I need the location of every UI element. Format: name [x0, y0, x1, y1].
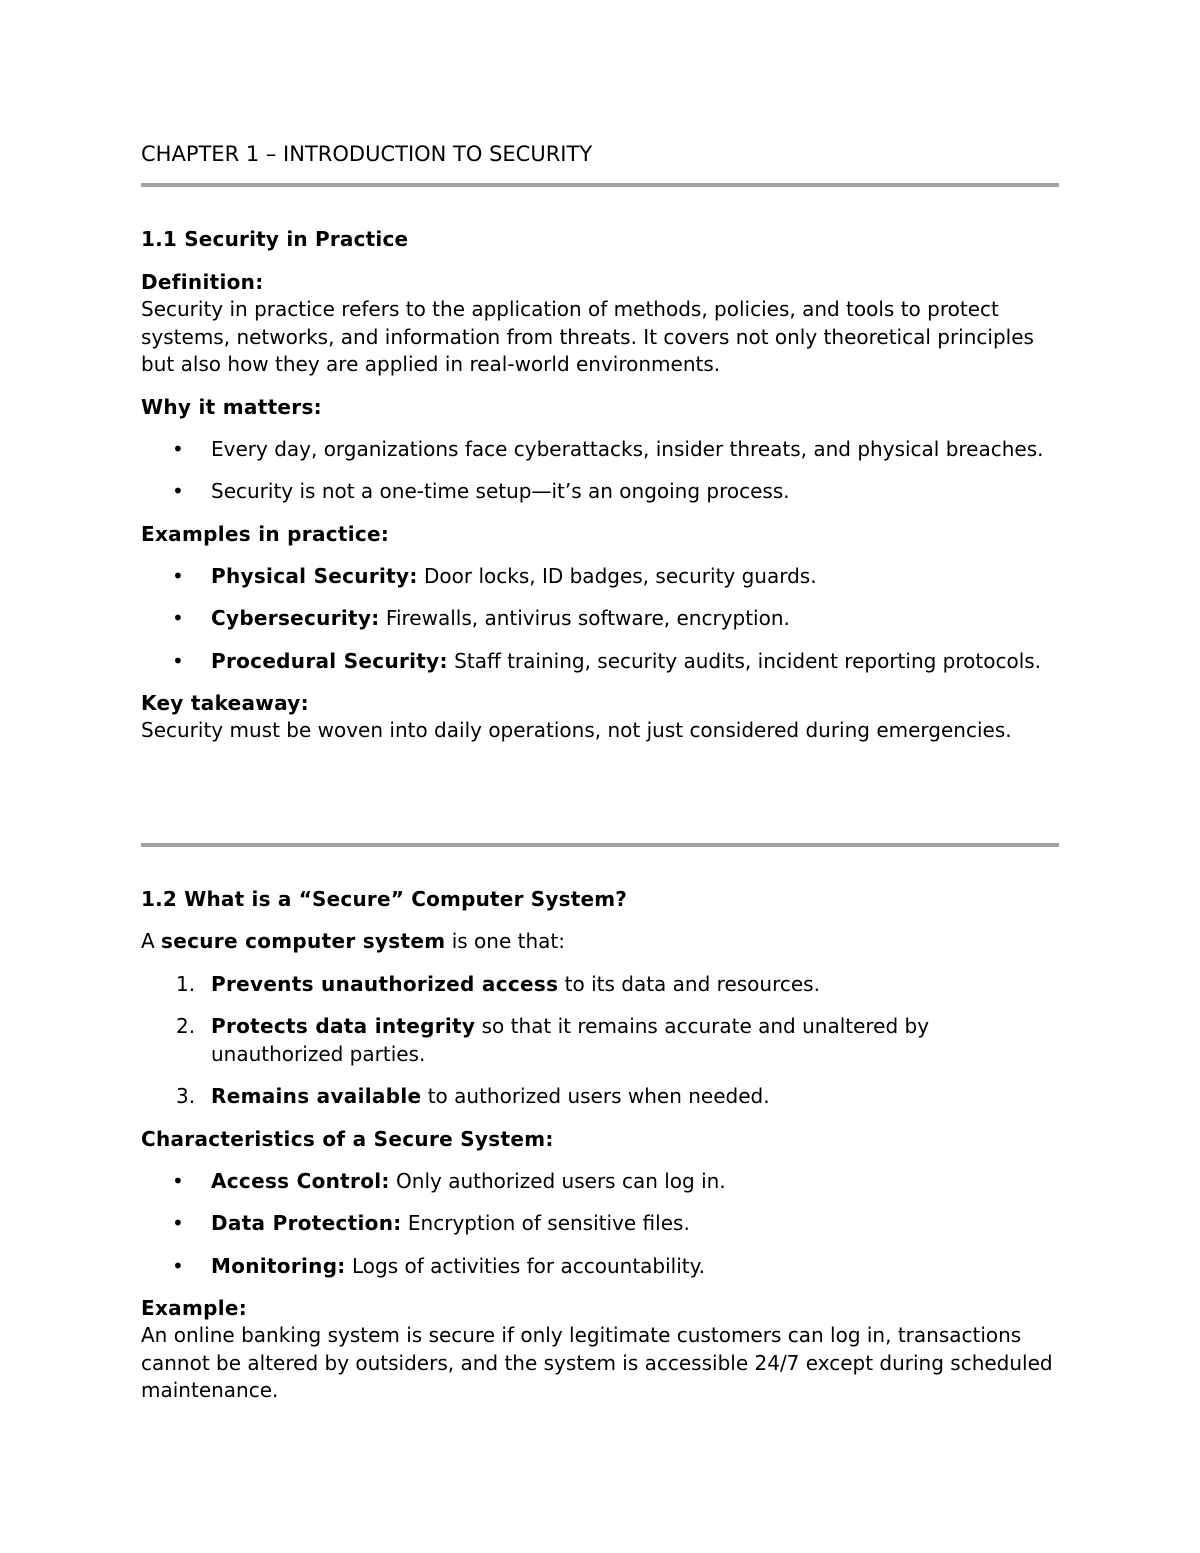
spacer — [141, 1153, 1059, 1168]
definition-label: Definition: — [141, 270, 264, 294]
list-item — [141, 1013, 1059, 1068]
example-label: Example: — [141, 1296, 248, 1320]
list-item-term: Access Control: — [211, 1168, 390, 1193]
list-number: 3. — [176, 1084, 196, 1108]
spacer — [141, 913, 1059, 928]
spacer — [141, 548, 1059, 563]
spacer — [141, 379, 1059, 394]
list-item-term: Monitoring: — [211, 1253, 346, 1278]
list-item — [141, 563, 1059, 591]
spacer — [141, 675, 1059, 690]
list-item-term: Data Protection: — [211, 1211, 402, 1235]
bullet-icon: • — [172, 563, 184, 588]
horizontal-divider — [141, 183, 1059, 187]
chapter-title: CHAPTER 1 – INTRODUCTION TO SECURITY — [141, 142, 593, 166]
list-item — [141, 478, 1059, 506]
list-item-term: Remains available — [211, 1084, 422, 1108]
list-number: 2. — [176, 1014, 196, 1038]
list-item — [141, 1210, 1059, 1238]
list-item-term: Protects data integrity — [211, 1014, 476, 1038]
spacer — [141, 506, 1059, 521]
section-security-in-practice — [141, 226, 1059, 745]
bullet-icon: • — [172, 436, 184, 461]
list-item — [141, 1253, 1059, 1281]
intro-suffix: is one that: — [445, 929, 565, 953]
bullet-icon: • — [172, 606, 184, 630]
list-item-text: Staff training, security audits, incident reporting protocols. — [447, 648, 1042, 673]
list-item — [141, 1083, 1059, 1111]
section-heading: 1.1 Security in Practice — [141, 227, 409, 251]
list-item — [141, 1168, 1059, 1196]
list-item-text: to authorized users when needed. — [421, 1084, 770, 1108]
list-item-text: Firewalls, antivirus software, encryption. — [379, 606, 790, 630]
list-item-term: Cybersecurity: — [211, 606, 380, 630]
list-item-term: Physical Security: — [211, 563, 418, 588]
bullet-icon: • — [172, 479, 184, 503]
why-label: Why it matters: — [141, 394, 322, 419]
list-item-text: Logs of activities for accountability. — [345, 1253, 705, 1278]
list-item-text: to its data and resources. — [558, 971, 820, 996]
bullet-icon: • — [172, 1253, 184, 1278]
spacer — [141, 1111, 1059, 1126]
horizontal-divider — [141, 843, 1059, 847]
bullet-icon: • — [172, 648, 184, 673]
section-heading: 1.2 What is a “Secure” Computer System? — [141, 887, 628, 911]
spacer — [141, 956, 1059, 971]
list-item-text: Only authorized users can log in. — [389, 1168, 726, 1193]
characteristics-label: Characteristics of a Secure System: — [141, 1126, 554, 1151]
list-item-text: so that it remains accurate and unaltered by unauthorized parties. — [211, 1014, 930, 1066]
section-secure-computer-system — [141, 886, 1059, 1405]
example-text: An online banking system is secure if only legitimate customers can log in, transactions cannot be altered by outsiders, and the system is accessible 24/7 except during scheduled maintenance. — [141, 1323, 1053, 1402]
list-number: 1. — [176, 971, 196, 996]
list-item-text: Every day, organizations face cyberattacks, insider threats, and physical breaches. — [211, 436, 1044, 461]
intro-text — [141, 928, 1059, 956]
bullet-icon: • — [172, 1211, 184, 1235]
definition-text: Security in practice refers to the application of methods, policies, and tools to protect systems, networks, and information from threats. It covers not only theoretical principles but also how they are applied in real-world environments. — [141, 297, 1034, 376]
list-item — [141, 436, 1059, 464]
list-item — [141, 648, 1059, 676]
characteristics-list — [141, 1168, 1059, 1281]
why-list — [141, 436, 1059, 506]
bullet-icon: • — [172, 1168, 184, 1193]
list-item — [141, 605, 1059, 633]
intro-prefix: A — [141, 929, 162, 953]
list-item-term: Procedural Security: — [211, 648, 448, 673]
list-item-text: Door locks, ID badges, security guards. — [417, 563, 817, 588]
list-item-text: Encryption of sensitive files. — [401, 1211, 690, 1235]
intro-strong: secure computer system — [161, 929, 446, 953]
takeaway-label: Key takeaway: — [141, 691, 309, 715]
takeaway-text: Security must be woven into daily operations, not just considered during emergencies. — [141, 718, 1012, 742]
examples-label: Examples in practice: — [141, 521, 390, 546]
spacer — [141, 253, 1059, 269]
spacer — [141, 421, 1059, 436]
numbered-list — [141, 971, 1059, 1111]
list-item-term: Prevents unauthorized access — [211, 971, 559, 996]
list-item-text: Security is not a one-time setup—it’s an ongoing process. — [211, 479, 790, 503]
spacer — [141, 1280, 1059, 1295]
examples-list — [141, 563, 1059, 676]
list-item — [141, 971, 1059, 999]
